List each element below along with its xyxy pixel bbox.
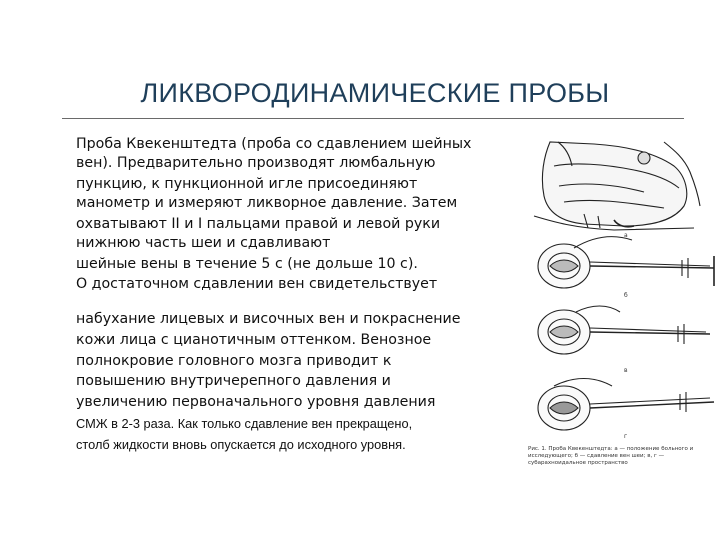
body-line: Проба Квекенштедта (проба со сдавлением шейных [76, 136, 472, 152]
body-line: манометр и измеряют ликворное давление. Затем [76, 195, 458, 211]
slide-title: ЛИКВОРОДИНАМИЧЕСКИЕ ПРОБЫ [140, 78, 610, 108]
body-line: столб жидкости вновь опускается до исходного уровня. [76, 437, 406, 452]
panel-spine-3 [538, 379, 714, 431]
body-line: вен). Предварительно производят люмбальную [76, 155, 436, 171]
panel-patient [534, 142, 700, 230]
panel-spine-2 [538, 306, 710, 354]
body-line: полнокровие головного мозга приводит к [76, 353, 392, 369]
panel-spine-1 [538, 237, 714, 288]
body-line: СМЖ в 2-3 раза. Как только сдавление вен прекращено, [76, 416, 413, 431]
panel-label: б [624, 292, 628, 299]
body-line: увеличению первоначального уровня давления [76, 394, 436, 410]
queckenstedt-illustration [514, 136, 720, 486]
panel-label: a [624, 232, 628, 239]
panel-label: в [624, 367, 628, 374]
body-line: набухание лицевых и височных вен и покраснение [76, 311, 461, 327]
body-line: охватывают II и I пальцами правой и левой руки [76, 216, 441, 232]
panel-label: г [624, 433, 628, 440]
body-line: кожи лица с цианотичным оттенком. Венозное [76, 332, 432, 348]
body-line: шейные вены в течение 5 с (не дольше 10 с). [76, 256, 418, 272]
body-line: О достаточном сдавлении вен свидетельствует [76, 276, 438, 292]
title-divider [62, 118, 684, 119]
body-line: повышению внутричерепного давления и [76, 373, 391, 389]
body-line: нижнюю часть шеи и сдавливают [76, 235, 331, 251]
illustration-drawing [514, 136, 720, 486]
body-line: пункцию, к пункционной игле присоединяют [76, 176, 418, 192]
figure-caption: Рис. 1. Проба Квекенштедта: а — положение больного и исследующего; б — сдавление вен шеи; в, г — субарахноидальное пространство [528, 446, 694, 466]
